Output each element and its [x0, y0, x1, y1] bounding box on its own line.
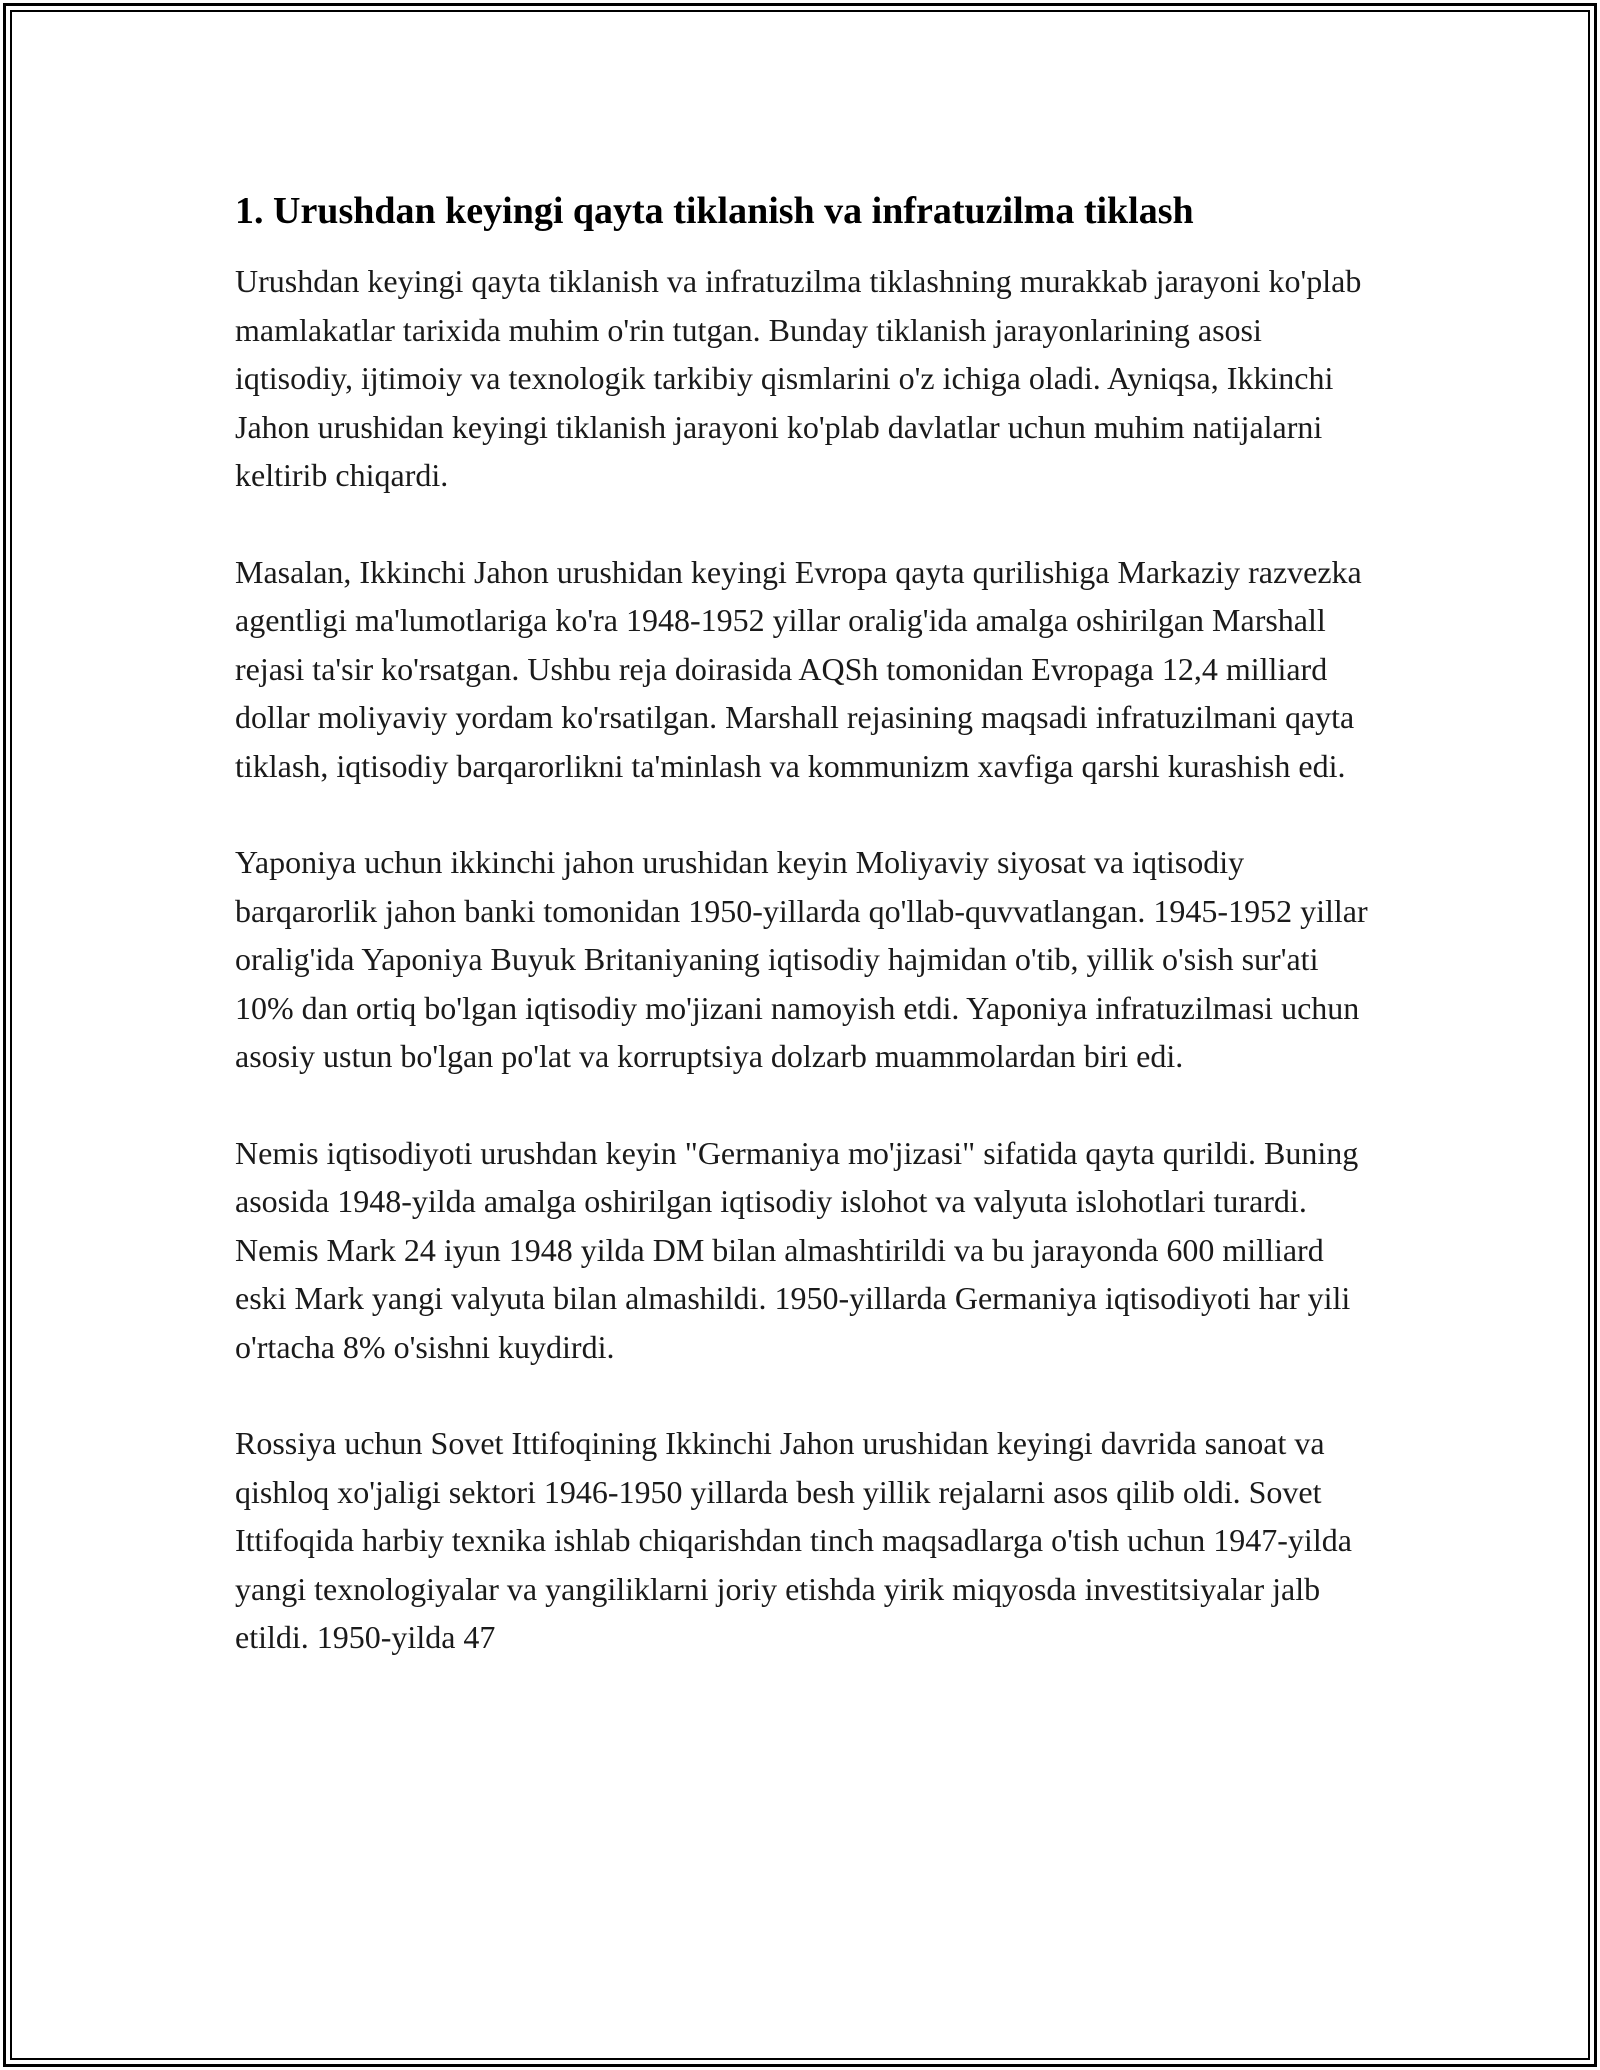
paragraph-intro: Urushdan keyingi qayta tiklanish va infratuzilma tiklashning murakkab jarayoni ko'plab mamlakatlar tarixida muhim o'rin tutgan. Bunday tiklanish jarayonlarining asosi iqtisodiy, ijtimoiy va texnologik tarkibiy qismlarini o'z ichiga oladi. Ayniqsa, Ikkinchi Jahon urushidan keyingi tiklanish jarayoni ko'plab davlatlar uchun muhim natijalarni keltirib chiqardi.: [235, 263, 1362, 493]
document-body: [235, 185, 1375, 1662]
section-heading: 1. Urushdan keyingi qayta tiklanish va infratuzilma tiklash: [235, 190, 1194, 232]
paragraph-soviet-union: Rossiya uchun Sovet Ittifoqining Ikkinchi Jahon urushidan keyingi davrida sanoat va qishloq xo'jaligi sektori 1946-1950 yillarda besh yillik rejalarni asos qilib oldi. Sovet Ittifoqida harbiy texnika ishlab chiqarishdan tinch maqsadlarga o'tish uchun 1947-yilda yangi texnologiyalar va yangiliklarni joriy etishda yirik miqyosda investitsiyalar jalb etildi. 1950-yilda 47: [235, 1425, 1352, 1655]
paragraph-germany: Nemis iqtisodiyoti urushdan keyin "Germaniya mo'jizasi" sifatida qayta qurildi. Buning asosida 1948-yilda amalga oshirilgan iqtisodiy islohot va valyuta islohotlari turardi. Nemis Mark 24 iyun 1948 yilda DM bilan almashtirildi va bu jarayonda 600 milliard eski Mark yangi valyuta bilan almashildi. 1950-yillarda Germaniya iqtisodiyoti har yili o'rtacha 8% o'sishni kuydirdi.: [235, 1134, 1359, 1365]
paragraph-japan: Yaponiya uchun ikkinchi jahon urushidan keyin Moliyaviy siyosat va iqtisodiy barqarorlik jahon banki tomonidan 1950-yillarda qo'llab-quvvatlangan. 1945-1952 yillar oralig'ida Yaponiya Buyuk Britaniyaning iqtisodiy hajmidan o'tib, yillik o'sish sur'ati 10% dan ortiq bo'lgan iqtisodiy mo'jizani namoyish etdi. Yaponiya infratuzilmasi uchun asosiy ustun bo'lgan po'lat va korruptsiya dolzarb muammolardan biri edi.: [235, 844, 1368, 1074]
paragraph-europe-marshall-plan: Masalan, Ikkinchi Jahon urushidan keyingi Evropa qayta qurilishiga Markaziy razvezka agentligi ma'lumotlariga ko'ra 1948-1952 yillar oralig'ida amalga oshirilgan Marshall rejasi ta'sir ko'rsatgan. Ushbu reja doirasida AQSh tomonidan Evropaga 12,4 milliard dollar moliyaviy yordam ko'rsatilgan. Marshall rejasining maqsadi infratuzilmani qayta tiklash, iqtisodiy barqarorlikni ta'minlash va kommunizm xavfiga qarshi kurashish edi.: [235, 553, 1362, 784]
